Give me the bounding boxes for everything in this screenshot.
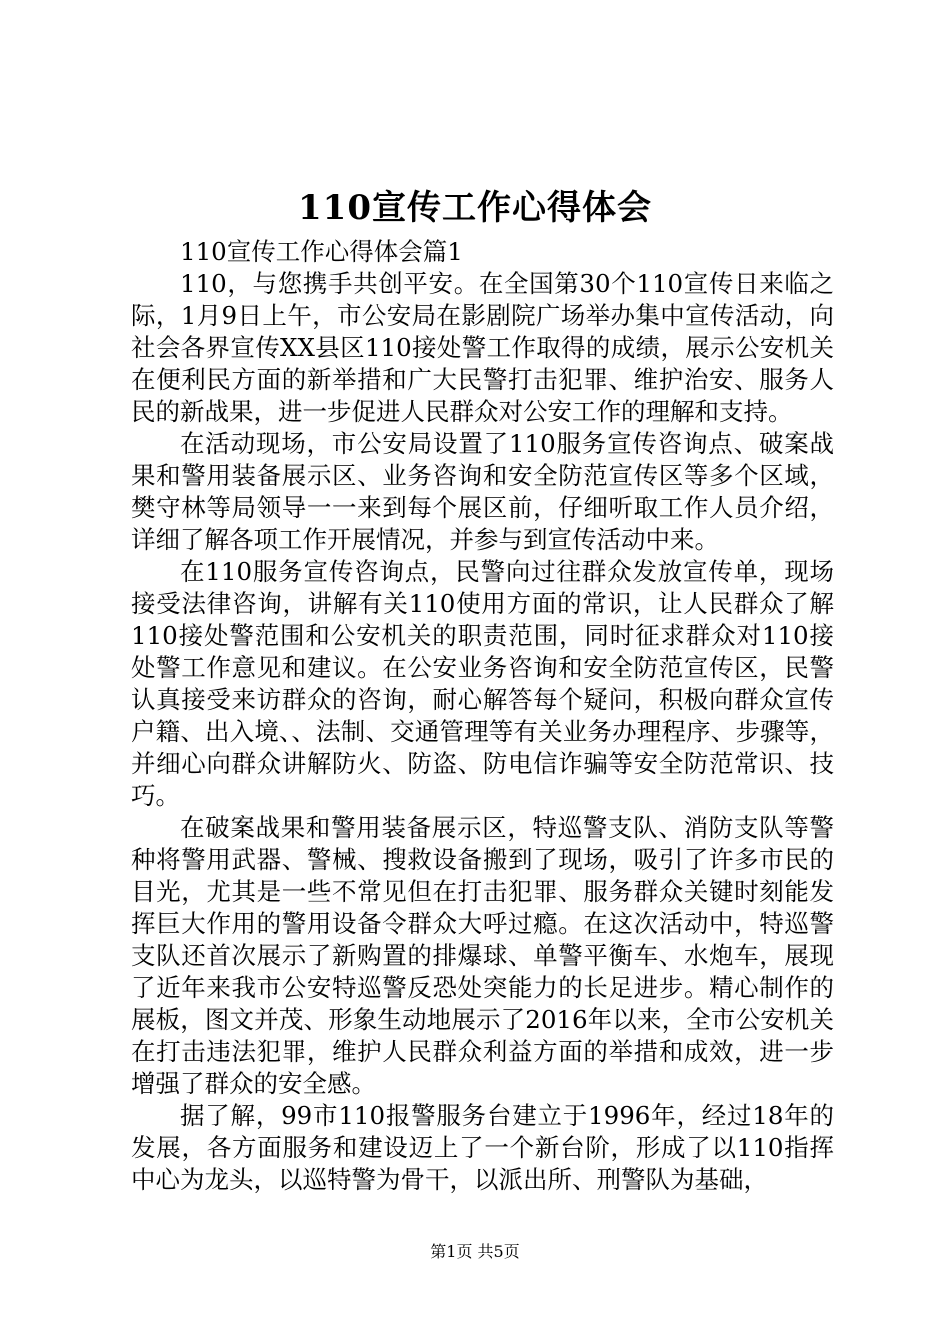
paragraph: 在110服务宣传咨询点，民警向过往群众发放宣传单，现场接受法律咨询，讲解有关110使用方面的常识，让人民群众了解110接处警范围和公安机关的职责范围，同时征求群众对110接处警工作意见和建议。在公安业务咨询和安全防范宣传区，民警认真接受来访群众的咨询，耐心解答每个疑问，积极向群众宣传户籍、出入境、、法制、交通管理等有关业务办理程序、步骤等，并细心向群众讲解防火、防盗、防电信诈骗等安全防范常识、技巧。 <box>131 557 834 810</box>
section-heading: 110宣传工作心得体会篇1 <box>180 237 463 266</box>
paragraph: 在破案战果和警用装备展示区，特巡警支队、消防支队等警种将警用武器、警械、搜救设备搬到了现场，吸引了许多市民的目光，尤其是一些不常见但在打击犯罪、服务群众关键时刻能发挥巨大作用的警用设备令群众大呼过瘾。在这次活动中，特巡警支队还首次展示了新购置的排爆球、单警平衡车、水炮车，展现了近年来我市公安特巡警反恐处突能力的长足进步。精心制作的展板，图文并茂、形象生动地展示了2016年以来，全市公安机关在打击违法犯罪，维护人民群众利益方面的举措和成效，进一步增强了群众的安全感。 <box>131 813 834 1098</box>
paragraph: 110，与您携手共创平安。在全国第30个110宣传日来临之际，1月9日上午，市公安局在影剧院广场举办集中宣传活动，向社会各界宣传XX县区110接处警工作取得的成绩，展示公安机关在便利民方面的新举措和广大民警打击犯罪、维护治安、服务人民的新战果，进一步促进人民群众对公安工作的理解和支持。 <box>131 269 834 426</box>
document-body <box>131 236 834 1196</box>
paragraph: 据了解，99市110报警服务台建立于1996年，经过18年的发展，各方面服务和建设迈上了一个新台阶，形成了以110指挥中心为龙头，以巡特警为骨干，以派出所、刑警队为基础， <box>131 1101 834 1194</box>
page-footer: 第1页 共5页 <box>430 1242 520 1261</box>
document-title: 110宣传工作心得体会 <box>298 188 652 228</box>
paragraph: 在活动现场，市公安局设置了110服务宣传咨询点、破案战果和警用装备展示区、业务咨询和安全防范宣传区等多个区域，樊守林等局领导一一来到每个展区前，仔细听取工作人员介绍，详细了解各项工作开展情况，并参与到宣传活动中来。 <box>131 429 834 554</box>
